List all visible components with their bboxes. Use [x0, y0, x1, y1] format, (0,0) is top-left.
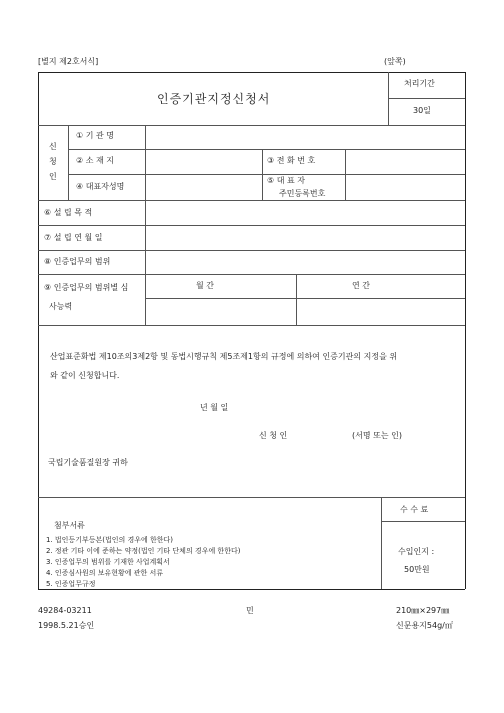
- attachment-item: 3. 인증업무의 범위를 기재한 사업계획서: [46, 558, 170, 566]
- representative-name-label: ④ 대표자성명: [76, 182, 125, 191]
- purpose-label: ⑥ 설 립 목 적: [44, 208, 93, 217]
- representative-label: ⑤ 대 표 자: [267, 176, 305, 185]
- statement-line-1: 산업표준화법 제10조의3제2항 및 동법시행규칙 제5조제1항의 규정에 의하여 인증기관의 지정을 위: [50, 352, 398, 361]
- fee-amount: 50만원: [404, 565, 430, 574]
- address-label: ② 소 재 지: [76, 156, 114, 165]
- form-title: 인증기관지정신청서: [157, 92, 271, 106]
- recipient: 국립기술품질원장 귀하: [48, 458, 128, 467]
- approval-date: 1998.5.21승인: [38, 621, 95, 630]
- processing-period-value: 30일: [413, 106, 431, 115]
- paper-type: 신문용지54g/㎡: [396, 621, 453, 630]
- founding-date-label: ⑦ 설 립 연 월 일: [44, 233, 103, 242]
- paper-size: 210㎜×297㎜: [396, 606, 450, 615]
- monthly-header: 월 간: [196, 281, 214, 290]
- statement-line-2: 와 같이 신청합니다.: [50, 371, 120, 380]
- org-name-label: ① 기 관 명: [76, 131, 114, 140]
- applicant-label-char-3: 인: [49, 172, 57, 181]
- applicant-signature-label: 신 청 인: [259, 431, 288, 440]
- revenue-stamp-label: 수입인지 :: [398, 547, 435, 556]
- resident-number-label: 주민등록번호: [279, 189, 326, 198]
- examiner-capacity-label-cont: 사능력: [49, 302, 73, 311]
- attachment-item: 1. 법인등기부등본(법인의 경우에 한한다): [46, 536, 174, 544]
- attachment-item: 5. 인증업무규정: [46, 580, 96, 588]
- attachment-item: 2. 정관 기타 이에 준하는 약정(법인 기타 단체의 경우에 한한다): [46, 547, 241, 555]
- footer-center-mark: 민: [246, 606, 254, 615]
- examiner-capacity-label: ⑨ 인증업무의 범위별 심: [44, 283, 129, 292]
- page-side-label: (앞쪽): [384, 57, 406, 66]
- phone-label: ③ 전 화 번 호: [267, 156, 316, 165]
- applicant-label-char-1: 신: [49, 142, 57, 151]
- fee-label: 수 수 료: [400, 505, 429, 514]
- signature-hint: (서명 또는 인): [352, 431, 402, 440]
- attachments-title: 첨부서류: [54, 521, 85, 530]
- date-line: 년 월 일: [200, 403, 229, 412]
- processing-period-label: 처리기간: [404, 79, 435, 88]
- yearly-header: 연 간: [352, 281, 370, 290]
- attachment-item: 4. 인증심사원의 보유현황에 관한 서류: [46, 569, 164, 577]
- scope-label: ⑧ 인증업무의 범위: [44, 257, 111, 266]
- form-number: [별지 제2호서식]: [38, 57, 99, 66]
- form-code: 49284-03211: [38, 606, 92, 615]
- applicant-label-char-2: 청: [49, 157, 57, 166]
